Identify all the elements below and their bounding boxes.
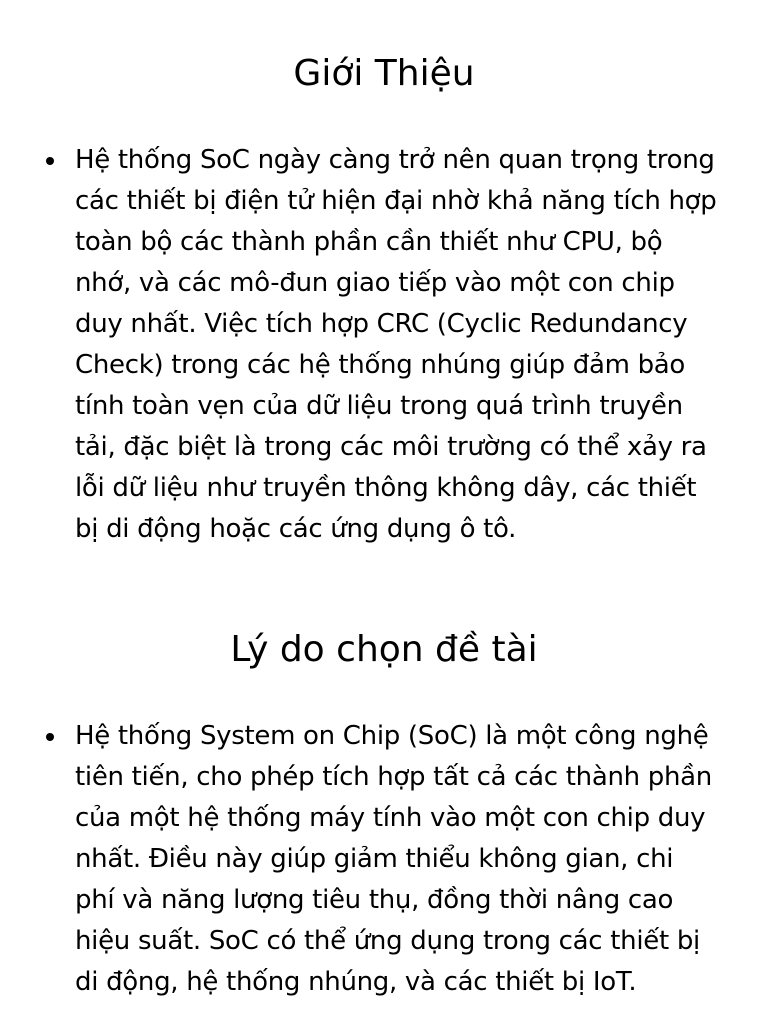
- slide-body: [40, 716, 720, 1024]
- bullet-text: Hệ thống System on Chip (SoC) là một công nghệ tiên tiến, cho phép tích hợp tất cả các thành phần của một hệ thống máy tính vào một con chip duy nhất. Điều này giúp giảm thiểu không gian, chi phí và năng lượng tiêu thụ, đồng thời nâng cao hiệu suất. SoC có thể ứng dụng trong các thiết bị di động, hệ thống nhúng, và các thiết bị IoT.: [75, 721, 712, 997]
- slide-title: Giới Thiệu: [293, 53, 475, 94]
- bullet-list: [40, 140, 720, 550]
- bullet-icon: [46, 733, 54, 741]
- bullet-icon: [46, 157, 54, 165]
- slide-title: Lý do chọn đề tài: [230, 629, 538, 670]
- bullet-text: Hệ thống SoC ngày càng trở nên quan trọng trong các thiết bị điện tử hiện đại nhờ khả năng tích hợp toàn bộ các thành phần cần thiết như CPU, bộ nhớ, và các mô-đun giao tiếp vào một con chip duy nhất. Việc tích hợp CRC (Cyclic Redundancy Check) trong các hệ thống nhúng giúp đảm bảo tính toàn vẹn của dữ liệu trong quá trình truyền tải, đặc biệt là trong các môi trường có thể xảy ra lỗi dữ liệu như truyền thông không dây, các thiết bị di động hoặc các ứng dụng ô tô.: [75, 145, 717, 544]
- bullet-item: [40, 716, 720, 1003]
- bullet-list: [40, 716, 720, 1003]
- slide-body: [40, 140, 720, 574]
- bullet-item: [40, 140, 720, 550]
- slide-reason: [0, 576, 768, 1024]
